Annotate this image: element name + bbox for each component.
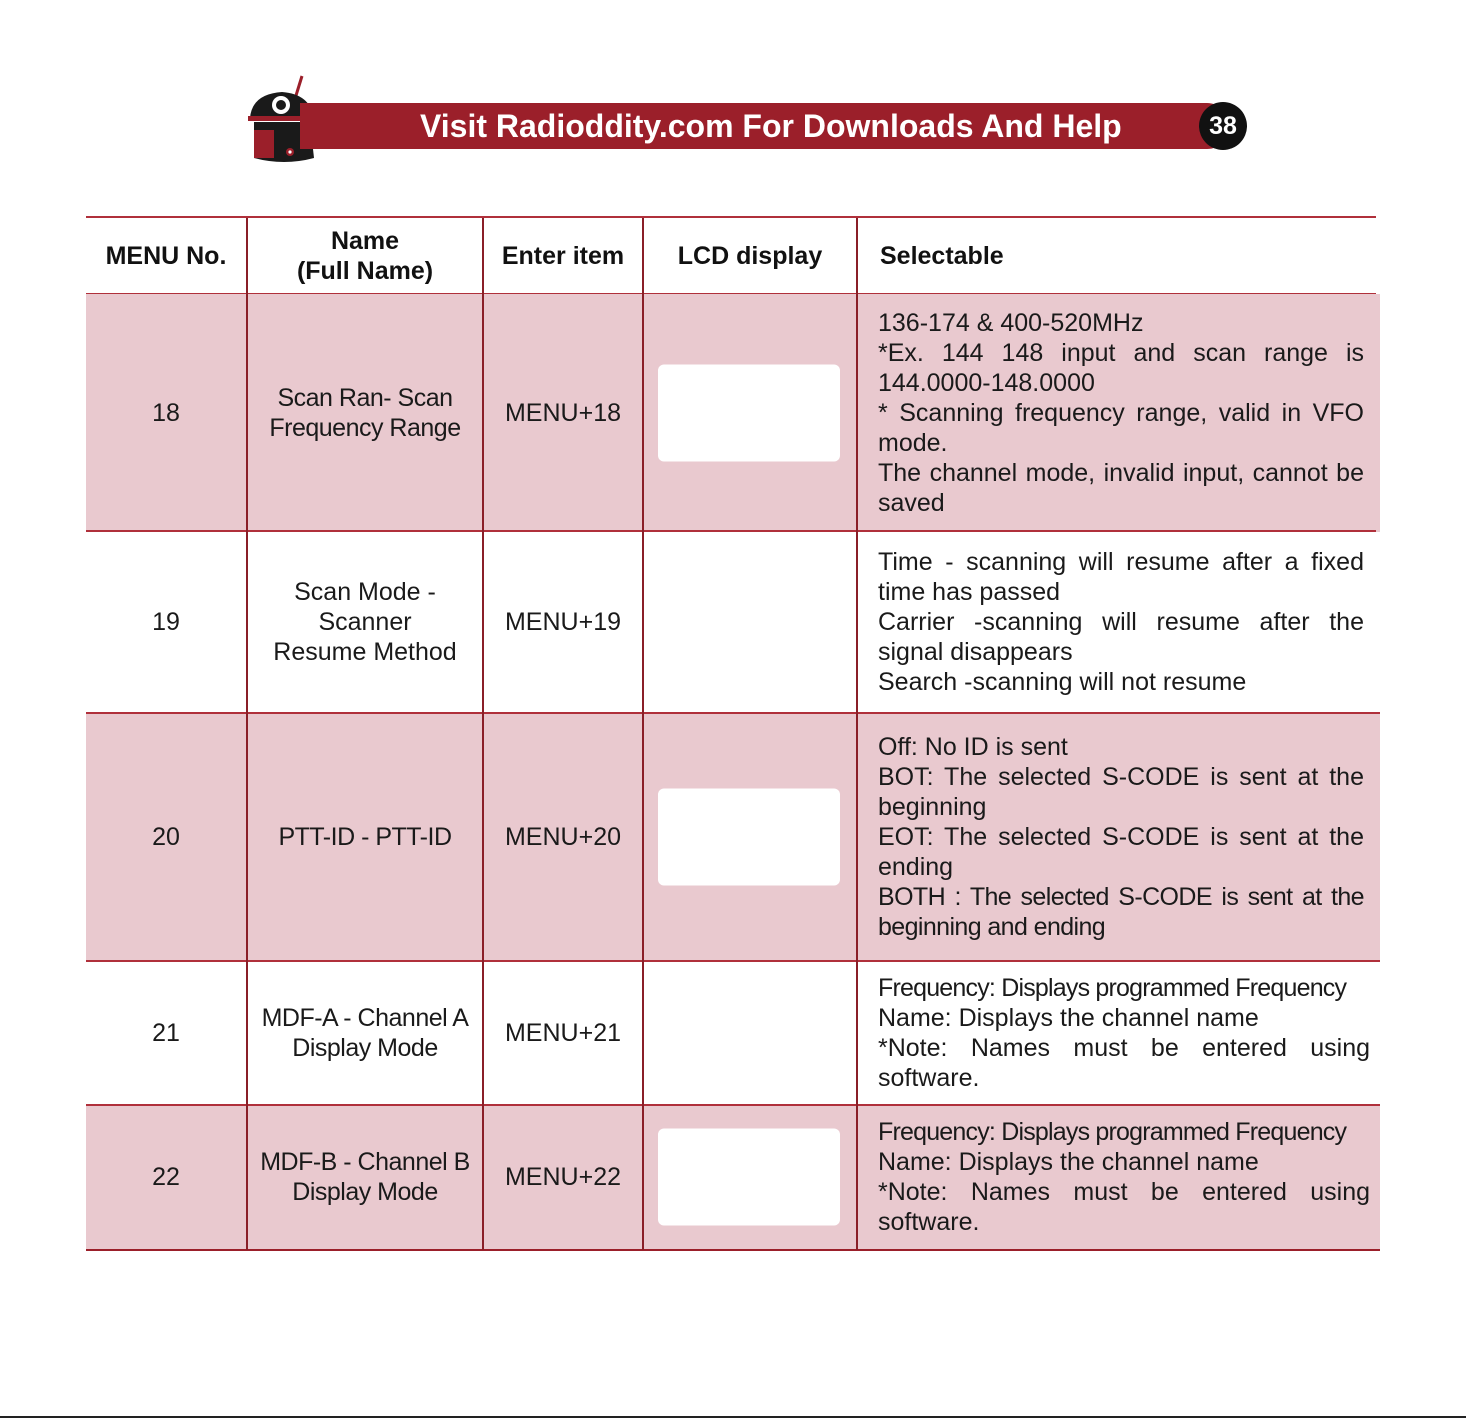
lcd-image-placeholder <box>658 789 840 886</box>
row-enter-item: MENU+19 <box>504 608 621 636</box>
selectable-line: Carrier -scanning will resume after the signal disappears <box>878 608 1364 666</box>
selectable-line: Name: Displays the channel name <box>878 1148 1259 1176</box>
row-selectable <box>858 1104 1380 1250</box>
col-header-selectable: Selectable <box>880 242 1004 270</box>
table-row <box>86 1104 1380 1250</box>
column-divider <box>642 218 644 1250</box>
row-name <box>248 532 482 712</box>
row-name-line: PTT-ID - PTT-ID <box>278 823 452 851</box>
table-row <box>86 712 1380 962</box>
row-lcd-display <box>644 532 856 712</box>
row-lcd-display <box>644 712 856 962</box>
row-selectable <box>858 712 1380 962</box>
selectable-line: *Note: Names must be entered using software. <box>878 1178 1370 1236</box>
row-name-line: Scan Mode - <box>294 578 436 606</box>
row-menu-no: 21 <box>152 1019 180 1047</box>
row-name <box>248 962 482 1104</box>
col-header-name <box>248 218 482 294</box>
selectable-line: EOT: The selected S-CODE is sent at the ending <box>878 823 1364 881</box>
row-name-line: Display Mode <box>292 1034 438 1062</box>
row-name-line: Frequency Range <box>269 414 461 442</box>
selectable-line: *Ex. 144 148 input and scan range is 144.0000-148.0000 <box>878 339 1364 397</box>
selectable-line: *Note: Names must be entered using software. <box>878 1034 1370 1092</box>
row-menu-no: 18 <box>152 399 180 427</box>
row-name-line: Display Mode <box>292 1178 438 1206</box>
selectable-line: Frequency: Displays programmed Frequency <box>878 974 1347 1002</box>
row-enter-item: MENU+20 <box>504 823 621 851</box>
col-header-menu-no: MENU No. <box>105 242 227 270</box>
row-menu-no: 20 <box>152 823 180 851</box>
row-lcd-display <box>644 294 856 532</box>
row-name-line: Scan Ran- Scan <box>277 384 453 412</box>
col-header-enter-item: Enter item <box>501 242 625 270</box>
lcd-image-placeholder <box>658 1129 840 1226</box>
selectable-line: Search -scanning will not resume <box>878 668 1247 696</box>
row-name <box>248 294 482 532</box>
row-selectable <box>858 962 1380 1104</box>
col-header-lcd-display: LCD display <box>677 242 823 270</box>
table-row <box>86 294 1380 532</box>
page-number-badge: 38 <box>1199 102 1247 150</box>
row-name-line: Resume Method <box>273 638 457 666</box>
col-header-name-line1: Name <box>330 227 400 255</box>
selectable-line: 136-174 & 400-520MHz <box>878 309 1144 337</box>
row-selectable <box>858 294 1380 532</box>
column-divider <box>856 218 858 1250</box>
selectable-line: Time - scanning will resume after a fixed time has passed <box>878 548 1364 606</box>
selectable-line: BOTH : The selected S-CODE is sent at the beginning and ending <box>878 883 1364 941</box>
col-header-name-line2: (Full Name) <box>296 257 434 285</box>
lcd-image-placeholder <box>658 365 840 462</box>
banner-title: Visit Radioddity.com For Downloads And Help <box>420 108 1122 144</box>
row-name-line: Scanner <box>318 608 412 636</box>
selectable-line: BOT: The selected S-CODE is sent at the beginning <box>878 763 1364 821</box>
row-lcd-display <box>644 1104 856 1250</box>
row-selectable <box>858 532 1380 712</box>
row-name-line: MDF-B - Channel B <box>260 1148 470 1176</box>
row-lcd-display <box>644 962 856 1104</box>
column-divider <box>482 218 484 1250</box>
row-enter-item: MENU+18 <box>504 399 621 427</box>
row-name <box>248 712 482 962</box>
row-name-line: MDF-A - Channel A <box>261 1004 469 1032</box>
row-enter-item: MENU+21 <box>504 1019 621 1047</box>
selectable-line: Frequency: Displays programmed Frequency <box>878 1118 1347 1146</box>
table-row <box>86 962 1380 1104</box>
selectable-line: Name: Displays the channel name <box>878 1004 1259 1032</box>
table-header-row <box>86 218 1380 294</box>
row-menu-no: 22 <box>152 1163 180 1191</box>
selectable-line: Off: No ID is sent <box>878 733 1068 761</box>
column-divider <box>246 218 248 1250</box>
row-menu-no: 19 <box>152 608 180 636</box>
row-name <box>248 1104 482 1250</box>
selectable-line: * Scanning frequency range, valid in VFO mode. <box>878 399 1364 457</box>
row-enter-item: MENU+22 <box>504 1163 621 1191</box>
selectable-line: The channel mode, invalid input, cannot be saved <box>878 459 1364 517</box>
table-row <box>86 532 1380 712</box>
